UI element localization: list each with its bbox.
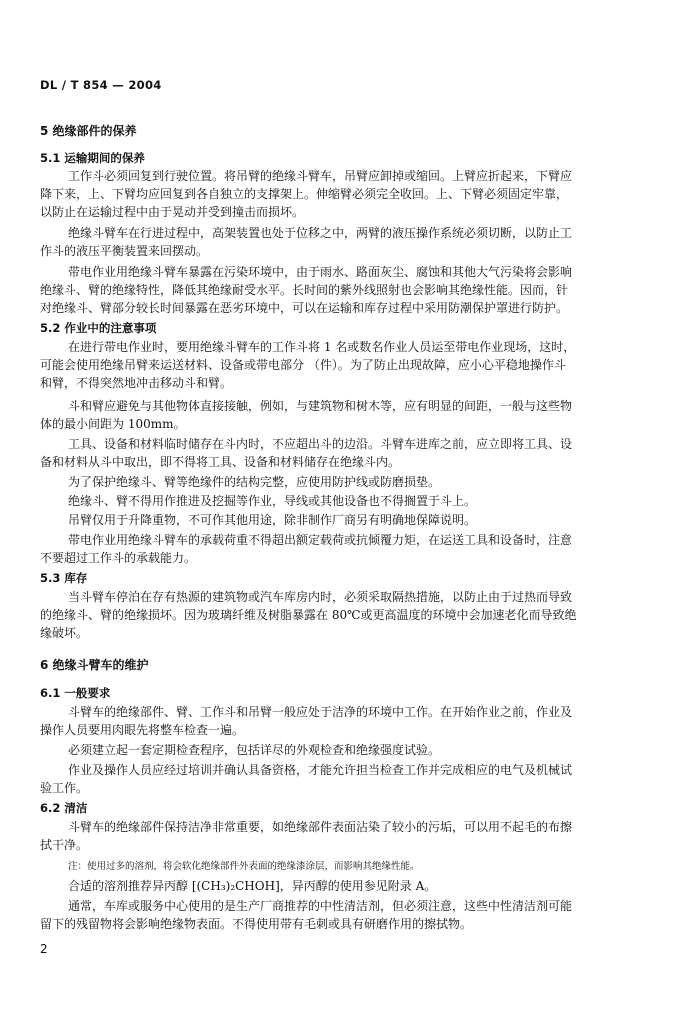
document-code: DL / T 854 — 2004 bbox=[40, 78, 162, 92]
paragraph-line: 带电作业用绝缘斗臂车暴露在污染环境中，由于雨水、路面灰尘、腐蚀和其他大气污染将会影响 bbox=[68, 265, 573, 279]
section-5-1-heading: 5.1 运输期间的保养 bbox=[40, 151, 145, 165]
paragraph-line: 拭干净。 bbox=[40, 838, 89, 852]
paragraph-line: 留下的残留物将会影响绝缘物表面。不得使用带有毛刺或具有研磨作用的擦拭物。 bbox=[40, 917, 473, 931]
section-5-2-heading: 5.2 作业中的注意事项 bbox=[40, 321, 157, 335]
paragraph-line: 备和材料从斗中取出，即不得将工具、设备和材料储存在绝缘斗内。 bbox=[40, 455, 401, 469]
paragraph-line: 对绝缘斗、臂部分较长时间暴露在恶劣环境中，可以在运输和库存过程中采用防潮保护罩进行防护。 bbox=[40, 301, 569, 315]
note-text: 注：使用过多的溶剂，将会软化绝缘部件外表面的绝缘漆涂层，而影响其绝缘性能。 bbox=[68, 861, 420, 872]
paragraph-line: 不要超过工作斗的承载能力。 bbox=[40, 551, 197, 565]
paragraph-line: 工具、设备和材料临时储存在斗内时，不应超出斗的边沿。斗臂车进库之前，应立即将工具、设 bbox=[68, 437, 573, 451]
paragraph-line: 和臂，不得突然地冲击移动斗和臂。 bbox=[40, 376, 233, 390]
section-5-heading: 5 绝缘部件的保养 bbox=[40, 124, 137, 138]
paragraph-line: 可能会使用绝缘吊臂来运送材料、设备或带电部分 （件）。为了防止出现故障，应小心平稳地操作斗 bbox=[40, 358, 566, 372]
paragraph-line: 作业及操作人员应经过培训并确认具备资格，才能允许担当检查工作并完成相应的电气及机械试 bbox=[68, 763, 573, 777]
section-6-2-heading: 6.2 清洁 bbox=[40, 801, 88, 815]
paragraph-line: 必须建立起一套定期检查程序，包括详尽的外观检查和绝缘强度试验。 bbox=[68, 743, 441, 757]
page-number: 2 bbox=[40, 942, 48, 956]
paragraph-line: 缘破坏。 bbox=[40, 626, 89, 640]
paragraph-line: 作斗的液压平衡装置来回摆动。 bbox=[40, 244, 209, 258]
section-6-heading: 6 绝缘斗臂车的维护 bbox=[40, 658, 149, 672]
paragraph-line: 斗和臂应避免与其他物体直接接触，例如，与建筑物和树木等，应有明显的间距，一般与这些物 bbox=[68, 399, 573, 413]
paragraph-line: 绝缘斗、臂不得用作推进及挖掘等作业，导线或其他设备也不得搁置于斗上。 bbox=[68, 494, 477, 508]
paragraph-line: 斗臂车的绝缘部件、臂、工作斗和吊臂一般应处于洁净的环境中工作。在开始作业之前，作业及 bbox=[68, 705, 573, 719]
section-5-3-heading: 5.3 库存 bbox=[40, 571, 88, 585]
paragraph-line: 为了保护绝缘斗、臂等绝缘件的结构完整，应使用防护线或防磨损垫。 bbox=[68, 475, 441, 489]
paragraph-line: 操作人员要用肉眼先将整车检查一遍。 bbox=[40, 723, 245, 737]
section-6-1-heading: 6.1 一般要求 bbox=[40, 686, 111, 700]
paragraph-line: 吊臂仅用于升降重物，不可作其他用途，除非制作厂商另有明确地保障说明。 bbox=[68, 513, 477, 527]
paragraph-line: 工作斗必须回复到行驶位置。将吊臂的绝缘斗臂车，吊臂应卸掉或缩回。上臂应折起来，下臂应 bbox=[68, 169, 573, 183]
paragraph-line: 在进行带电作业时，要用绝缘斗臂车的工作斗将 1 名或数名作业人员运至带电作业现场，这时， bbox=[68, 340, 576, 354]
paragraph-line: 体的最小间距为 100mm。 bbox=[40, 417, 186, 431]
paragraph-line: 以防止在运输过程中由于晃动并受到撞击而损坏。 bbox=[40, 205, 305, 219]
paragraph-line: 降下来，上、下臂均应回复到各自独立的支撑架上。伸缩臂必须完全收回。上、下臂必须固定牢靠， bbox=[40, 187, 569, 201]
paragraph-line: 斗臂车的绝缘部件保持洁净非常重要，如绝缘部件表面沾染了较小的污垢，可以用不起毛的布擦 bbox=[68, 820, 573, 834]
paragraph-line: 验工作。 bbox=[40, 781, 89, 795]
paragraph-line: 当斗臂车停泊在存有热源的建筑物或汽车库房内时，必须采取隔热措施，以防止由于过热而导致 bbox=[68, 590, 573, 604]
paragraph-line: 的绝缘斗、臂的绝缘损坏。因为玻璃纤维及树脂暴露在 80℃或更高温度的环境中会加速老化而导致绝 bbox=[40, 608, 577, 622]
paragraph-line: 绝缘斗臂车在行进过程中，高架装置也处于位移之中，两臂的液压操作系统必须切断，以防止工 bbox=[68, 226, 573, 240]
paragraph-line: 绝缘斗、臂的绝缘特性，降低其绝缘耐受水平。长时间的紫外线照射也会影响其绝缘性能。因而，针 bbox=[40, 283, 569, 297]
paragraph-line: 合适的溶剂推荐异丙醇 [(CH₃)₂CHOH]，异丙醇的使用参见附录 A。 bbox=[68, 879, 437, 893]
paragraph-line: 通常，车库或服务中心使用的是生产厂商推荐的中性清洁剂，但必须注意，这些中性清洁剂可能 bbox=[68, 899, 573, 913]
paragraph-line: 带电作业用绝缘斗臂车的承载荷重不得超出额定载荷或抗倾覆力矩，在运送工具和设备时，注意 bbox=[68, 533, 573, 547]
